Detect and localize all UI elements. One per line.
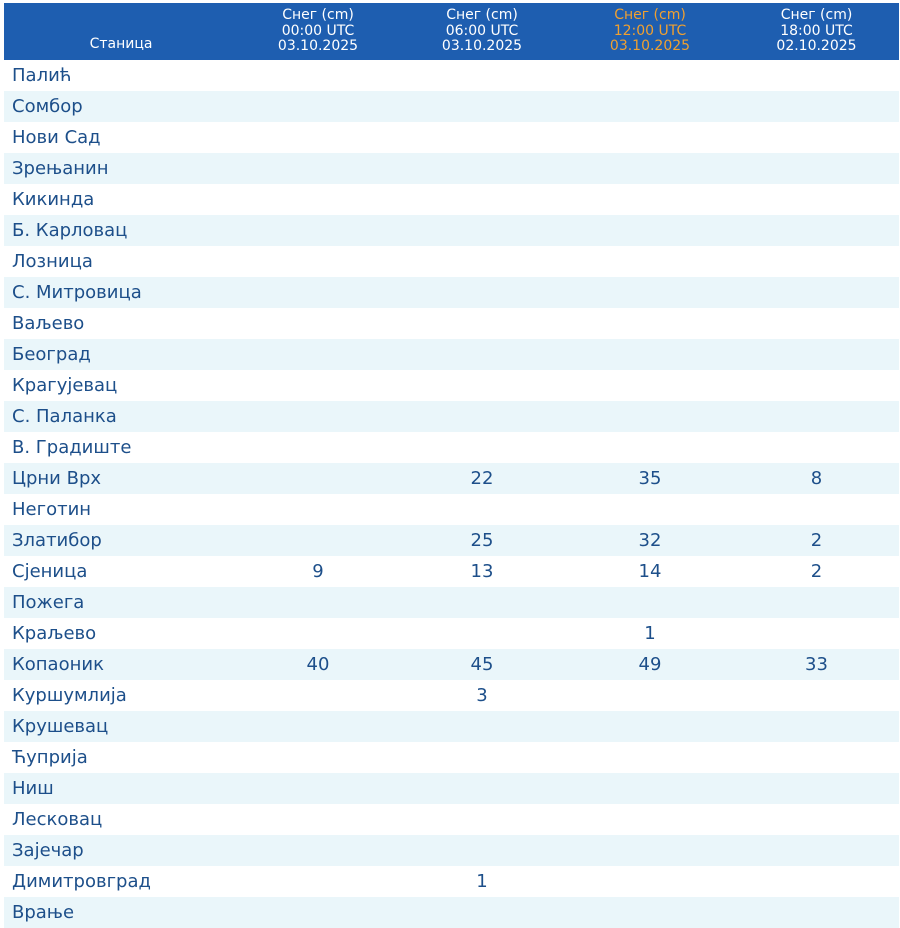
snow-value-cell xyxy=(566,184,734,215)
station-name: В. Градиште xyxy=(12,437,132,458)
station-name: Краљево xyxy=(12,623,97,644)
column-header-date: 02.10.2025 xyxy=(776,38,857,55)
snow-value-cell xyxy=(566,711,734,742)
table-row xyxy=(4,773,899,804)
snow-depth-table xyxy=(4,3,899,928)
snow-value-cell xyxy=(398,401,566,432)
column-header-time: 06:00 UTC xyxy=(445,22,519,39)
snow-value-cell xyxy=(566,897,734,928)
snow-value-cell xyxy=(734,711,899,742)
table-row xyxy=(4,742,899,773)
table-row xyxy=(4,153,899,184)
snow-value-cell xyxy=(398,215,566,246)
snow-value-cell xyxy=(238,277,398,308)
column-header-date: 03.10.2025 xyxy=(441,38,523,55)
snow-value-cell: 13 xyxy=(470,561,494,582)
table-row xyxy=(4,804,899,835)
table-row xyxy=(4,432,899,463)
snow-value-cell xyxy=(238,370,398,401)
station-name: Београд xyxy=(4,339,238,370)
table-row xyxy=(4,618,899,649)
table-row xyxy=(4,866,899,897)
station-name: Неготин xyxy=(12,499,92,520)
snow-value-cell xyxy=(734,804,899,835)
snow-value-cell xyxy=(566,680,734,711)
snow-value-cell xyxy=(398,494,566,525)
snow-value-cell: 22 xyxy=(398,463,566,494)
station-name: Кикинда xyxy=(12,189,95,210)
snow-value-cell: 25 xyxy=(398,525,566,556)
snow-value-cell xyxy=(398,308,566,339)
column-header-station: Станица xyxy=(4,3,238,60)
table-row xyxy=(4,463,899,494)
snow-value-cell xyxy=(734,308,899,339)
station-name: Врање xyxy=(4,897,238,928)
snow-value-cell xyxy=(238,215,398,246)
snow-value-cell xyxy=(566,494,734,525)
snow-table-container xyxy=(4,3,899,928)
header-row xyxy=(4,3,899,60)
station-name: Сјеница xyxy=(12,561,88,582)
table-row xyxy=(4,897,899,928)
snow-value-cell xyxy=(734,277,899,308)
table-row xyxy=(4,308,899,339)
snow-value-cell xyxy=(238,308,398,339)
snow-value-cell xyxy=(238,835,398,866)
snow-value-cell xyxy=(398,804,566,835)
snow-value-cell xyxy=(238,401,398,432)
table-row xyxy=(4,680,899,711)
snow-value-cell xyxy=(238,711,398,742)
snow-value-cell xyxy=(566,432,734,463)
column-header-title: Снег (cm) xyxy=(780,7,853,24)
table-row xyxy=(4,401,899,432)
column-header-date: 03.10.2025 xyxy=(609,38,691,55)
snow-value-cell xyxy=(238,773,398,804)
table-row xyxy=(4,556,899,587)
snow-value-cell xyxy=(398,618,566,649)
table-row xyxy=(4,184,899,215)
snow-value-cell xyxy=(398,370,566,401)
snow-value-cell: 35 xyxy=(566,463,734,494)
snow-value-cell xyxy=(398,711,566,742)
snow-value-cell xyxy=(734,370,899,401)
snow-value-cell xyxy=(566,866,734,897)
column-header-title: Снег (cm) xyxy=(282,7,354,24)
snow-value-cell xyxy=(238,184,398,215)
table-row xyxy=(4,122,899,153)
snow-value-cell: 2 xyxy=(734,525,899,556)
snow-value-cell: 49 xyxy=(566,649,734,680)
station-name: Палић xyxy=(12,65,72,86)
table-row xyxy=(4,649,899,680)
snow-value-cell xyxy=(238,866,398,897)
table-row xyxy=(4,339,899,370)
snow-value-cell xyxy=(398,587,566,618)
snow-value-cell xyxy=(566,91,734,122)
snow-value-cell xyxy=(734,184,899,215)
snow-value-cell: 3 xyxy=(476,685,488,706)
snow-value-cell xyxy=(734,153,899,184)
snow-value-cell xyxy=(734,91,899,122)
column-header-title: Снег (cm) xyxy=(446,7,518,24)
snow-value-cell xyxy=(398,122,566,153)
snow-value-cell xyxy=(734,866,899,897)
snow-value-cell xyxy=(566,804,734,835)
table-header xyxy=(4,3,899,60)
station-name: Сомбор xyxy=(4,91,238,122)
snow-value-cell xyxy=(734,60,899,91)
snow-value-cell xyxy=(734,432,899,463)
snow-value-cell xyxy=(566,339,734,370)
table-row xyxy=(4,711,899,742)
column-header-1800 xyxy=(734,3,899,60)
column-header-0600 xyxy=(398,3,566,60)
snow-value-cell xyxy=(734,897,899,928)
snow-value-cell xyxy=(398,246,566,277)
station-name: Нови Сад xyxy=(12,127,101,148)
station-name: Зрењанин xyxy=(4,153,238,184)
table-row xyxy=(4,60,899,91)
snow-value-cell xyxy=(734,587,899,618)
snow-value-cell xyxy=(734,835,899,866)
snow-value-cell: 32 xyxy=(566,525,734,556)
column-header-date: 03.10.2025 xyxy=(277,38,359,55)
snow-value-cell xyxy=(566,742,734,773)
snow-value-cell xyxy=(566,153,734,184)
station-name: Ћуприја xyxy=(12,747,88,768)
snow-value-cell xyxy=(398,184,566,215)
snow-value-cell xyxy=(238,463,398,494)
table-body xyxy=(4,60,899,928)
snow-value-cell xyxy=(238,494,398,525)
snow-value-cell xyxy=(238,122,398,153)
snow-value-cell xyxy=(238,742,398,773)
station-name: Црни Врх xyxy=(4,463,238,494)
table-row xyxy=(4,215,899,246)
station-name: Лесковац xyxy=(12,809,103,830)
station-name: Зајечар xyxy=(4,835,238,866)
table-row xyxy=(4,91,899,122)
station-name: Лозница xyxy=(12,251,93,272)
snow-value-cell xyxy=(238,246,398,277)
column-header-time: 18:00 UTC xyxy=(780,22,853,39)
snow-value-cell: 14 xyxy=(638,561,662,582)
snow-value-cell xyxy=(238,525,398,556)
table-row xyxy=(4,587,899,618)
snow-value-cell xyxy=(398,432,566,463)
snow-value-cell xyxy=(734,680,899,711)
snow-value-cell xyxy=(566,122,734,153)
snow-value-cell xyxy=(566,308,734,339)
table-row xyxy=(4,494,899,525)
snow-value-cell: 1 xyxy=(644,623,656,644)
column-header-0000 xyxy=(238,3,398,60)
snow-value-cell xyxy=(238,618,398,649)
snow-value-cell xyxy=(398,60,566,91)
snow-value-cell: 8 xyxy=(734,463,899,494)
snow-value-cell xyxy=(238,680,398,711)
snow-value-cell xyxy=(398,277,566,308)
snow-value-cell xyxy=(398,339,566,370)
station-name: Ниш xyxy=(4,773,238,804)
snow-value-cell xyxy=(734,215,899,246)
snow-value-cell xyxy=(734,742,899,773)
column-header-1200 xyxy=(566,3,734,60)
snow-value-cell xyxy=(734,339,899,370)
snow-value-cell xyxy=(238,60,398,91)
column-header-time: 00:00 UTC xyxy=(281,22,355,39)
snow-value-cell xyxy=(238,91,398,122)
snow-value-cell xyxy=(734,494,899,525)
snow-value-cell xyxy=(398,773,566,804)
station-name: С. Митровица xyxy=(4,277,238,308)
station-name: Димитровград xyxy=(12,871,151,892)
snow-value-cell xyxy=(398,835,566,866)
station-name: Ваљево xyxy=(12,313,85,334)
snow-value-cell xyxy=(238,587,398,618)
snow-value-cell xyxy=(238,804,398,835)
snow-value-cell xyxy=(238,153,398,184)
snow-value-cell xyxy=(566,370,734,401)
table-row xyxy=(4,835,899,866)
snow-value-cell xyxy=(566,401,734,432)
station-name: Копаоник xyxy=(4,649,238,680)
snow-value-cell xyxy=(238,432,398,463)
snow-value-cell xyxy=(238,339,398,370)
station-name: Крагујевац xyxy=(12,375,118,396)
station-name: Куршумлија xyxy=(12,685,127,706)
snow-value-cell: 2 xyxy=(810,561,823,582)
snow-value-cell: 45 xyxy=(398,649,566,680)
station-name: Б. Карловац xyxy=(4,215,238,246)
table-row xyxy=(4,277,899,308)
column-header-title: Снег (cm) xyxy=(614,7,686,24)
snow-value-cell xyxy=(398,897,566,928)
table-row xyxy=(4,525,899,556)
snow-value-cell: 33 xyxy=(734,649,899,680)
snow-value-cell: 1 xyxy=(476,871,488,892)
snow-value-cell xyxy=(734,618,899,649)
snow-value-cell xyxy=(566,835,734,866)
snow-value-cell xyxy=(734,246,899,277)
snow-value-cell xyxy=(238,897,398,928)
snow-value-cell xyxy=(734,122,899,153)
snow-value-cell: 9 xyxy=(312,561,324,582)
station-name: С. Паланка xyxy=(4,401,238,432)
snow-value-cell xyxy=(734,773,899,804)
snow-value-cell xyxy=(566,60,734,91)
snow-value-cell xyxy=(398,153,566,184)
snow-value-cell xyxy=(734,401,899,432)
station-name: Крушевац xyxy=(4,711,238,742)
snow-value-cell xyxy=(566,587,734,618)
snow-value-cell xyxy=(398,91,566,122)
snow-value-cell xyxy=(566,215,734,246)
snow-value-cell xyxy=(398,742,566,773)
station-name: Златибор xyxy=(4,525,238,556)
snow-value-cell: 40 xyxy=(238,649,398,680)
snow-value-cell xyxy=(566,277,734,308)
station-name: Пожега xyxy=(4,587,238,618)
snow-value-cell xyxy=(566,773,734,804)
snow-value-cell xyxy=(566,246,734,277)
table-row xyxy=(4,246,899,277)
column-header-time: 12:00 UTC xyxy=(613,22,687,39)
table-row xyxy=(4,370,899,401)
